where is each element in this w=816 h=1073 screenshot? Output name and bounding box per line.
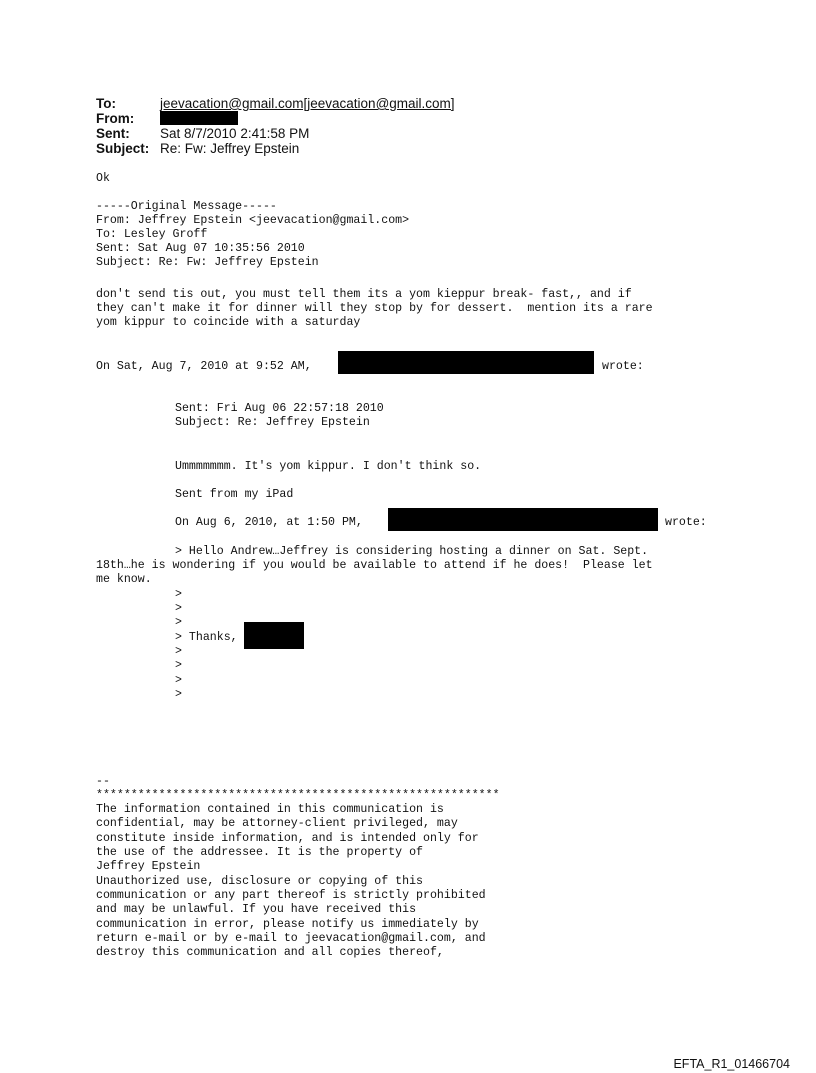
header-from-row [96,111,455,126]
original-body-line: don't send tis out, you must tell them its a yom kieppur break- fast,, and if [96,288,632,301]
header-to-row [96,96,455,111]
from-label: From: [96,111,135,126]
quote-intro-suffix: wrote: [602,360,644,373]
quote-body: Ummmmmmm. It's yom kippur. I don't think so. [175,460,482,473]
quote-marker: > [175,602,182,615]
disclaimer-line: communication in error, please notify us immediately by [96,918,479,931]
disclaimer-line: communication or any part thereof is strictly prohibited [96,889,486,902]
to-label: To: [96,96,116,111]
quote-intro-prefix: On Sat, Aug 7, 2010 at 9:52 AM, [96,360,312,373]
original-message-divider: -----Original Message----- [96,200,277,213]
quote2-line: > Hello Andrew…Jeffrey is considering hosting a dinner on Sat. Sept. [175,545,649,558]
disclaimer-line: Jeffrey Epstein [96,860,201,873]
disclaimer-line: constitute inside information, and is intended only for [96,832,479,845]
quote2-line: 18th…he is wondering if you would be available to attend if he does! Please let [96,559,653,572]
disclaimer-line: Unauthorized use, disclosure or copying of this [96,875,423,888]
quote-intro [96,360,312,374]
disclaimer-line: destroy this communication and all copies thereof, [96,946,444,959]
redaction-box [338,351,594,374]
disclaimer-line: and may be unlawful. If you have received this [96,903,417,916]
original-sent: Sent: Sat Aug 07 10:35:56 2010 [96,242,305,255]
quote-marker: > [175,674,182,687]
quote2-intro-prefix: On Aug 6, 2010, at 1:50 PM, [175,516,363,529]
original-from: From: Jeffrey Epstein <jeevacation@gmail.com> [96,214,410,227]
quote-signature: Sent from my iPad [175,488,294,501]
redaction-box [160,111,238,125]
header-subject-row [96,141,455,156]
disclaimer-line: the use of the addressee. It is the property of [96,846,423,859]
quote-marker: > [175,588,182,601]
email-header [96,96,455,156]
quote-marker: > [175,616,182,629]
document-id: EFTA_R1_01466704 [673,1057,790,1071]
quote-marker: > [175,645,182,658]
original-subject: Subject: Re: Fw: Jeffrey Epstein [96,256,319,269]
disclaimer-line: return e-mail or by e-mail to jeevacation@gmail.com, and [96,932,486,945]
quote-subject: Subject: Re: Jeffrey Epstein [175,416,370,429]
original-body-line: they can't make it for dinner will they stop by for dessert. mention its a rare [96,302,653,315]
to-value: jeevacation@gmail.com[jeevacation@gmail.com] [160,96,455,111]
sent-label: Sent: [96,126,130,141]
header-sent-row [96,126,455,141]
signature-dashes: -- [96,775,110,788]
original-body-line: yom kippur to coincide with a saturday [96,316,361,329]
subject-value: Re: Fw: Jeffrey Epstein [160,141,300,156]
disclaimer-line: confidential, may be attorney-client privileged, may [96,817,458,830]
reply-text: Ok [96,172,110,185]
disclaimer-line: The information contained in this communication is [96,803,444,816]
quote-sent: Sent: Fri Aug 06 22:57:18 2010 [175,402,384,415]
quote2-line: me know. [96,573,152,586]
original-to: To: Lesley Groff [96,228,208,241]
quote-thanks: > Thanks, [175,631,238,644]
sent-value: Sat 8/7/2010 2:41:58 PM [160,126,310,141]
disclaimer-stars: ********************************************************** [96,789,500,802]
quote-marker: > [175,688,182,701]
quote-marker: > [175,659,182,672]
subject-label: Subject: [96,141,150,156]
redaction-box [244,622,304,649]
quote2-intro-suffix: wrote: [665,516,707,529]
redaction-box [388,508,658,531]
